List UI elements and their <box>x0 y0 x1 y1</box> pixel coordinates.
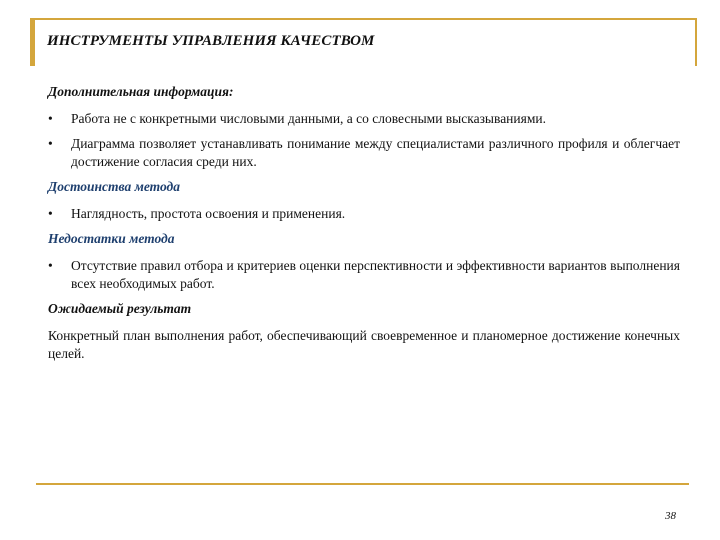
list-item <box>48 110 680 128</box>
bullet-icon: • <box>48 111 53 126</box>
expected-result-text: Конкретный план выполнения работ, обеспечивающий своевременное и планомерное достижение конечных целей. <box>48 328 680 361</box>
list-item <box>48 135 680 171</box>
additional-info-heading: Дополнительная информация: <box>48 84 234 99</box>
disadvantages-list <box>48 257 680 293</box>
page-title: ИНСТРУМЕНТЫ УПРАВЛЕНИЯ КАЧЕСТВОМ <box>47 33 375 49</box>
list-item-text: Работа не с конкретными числовыми данными, а со словесными высказываниями. <box>71 111 546 126</box>
page-number: 38 <box>665 510 676 522</box>
list-item <box>48 257 680 293</box>
slide-content <box>48 83 680 363</box>
bullet-icon: • <box>48 206 53 221</box>
expected-result-heading: Ожидаемый результат <box>48 301 192 316</box>
list-item-text: Наглядность, простота освоения и применения. <box>71 206 346 221</box>
list-item-text: Отсутствие правил отбора и критериев оценки перспективности и эффективности вариантов выполнения всех необходимых работ. <box>71 258 680 291</box>
title-accent-bar <box>30 18 35 66</box>
list-item-text: Диаграмма позволяет устанавливать понимание между специалистами различного профиля и облегчает достижение согласия среди них. <box>71 136 680 169</box>
bullet-icon: • <box>48 136 53 151</box>
list-item <box>48 205 680 223</box>
advantages-list <box>48 205 680 223</box>
disadvantages-heading: Недостатки метода <box>48 231 175 246</box>
footer-divider <box>36 483 689 485</box>
bullet-icon: • <box>48 258 53 273</box>
advantages-heading: Достоинства метода <box>48 179 181 194</box>
additional-info-list <box>48 110 680 171</box>
